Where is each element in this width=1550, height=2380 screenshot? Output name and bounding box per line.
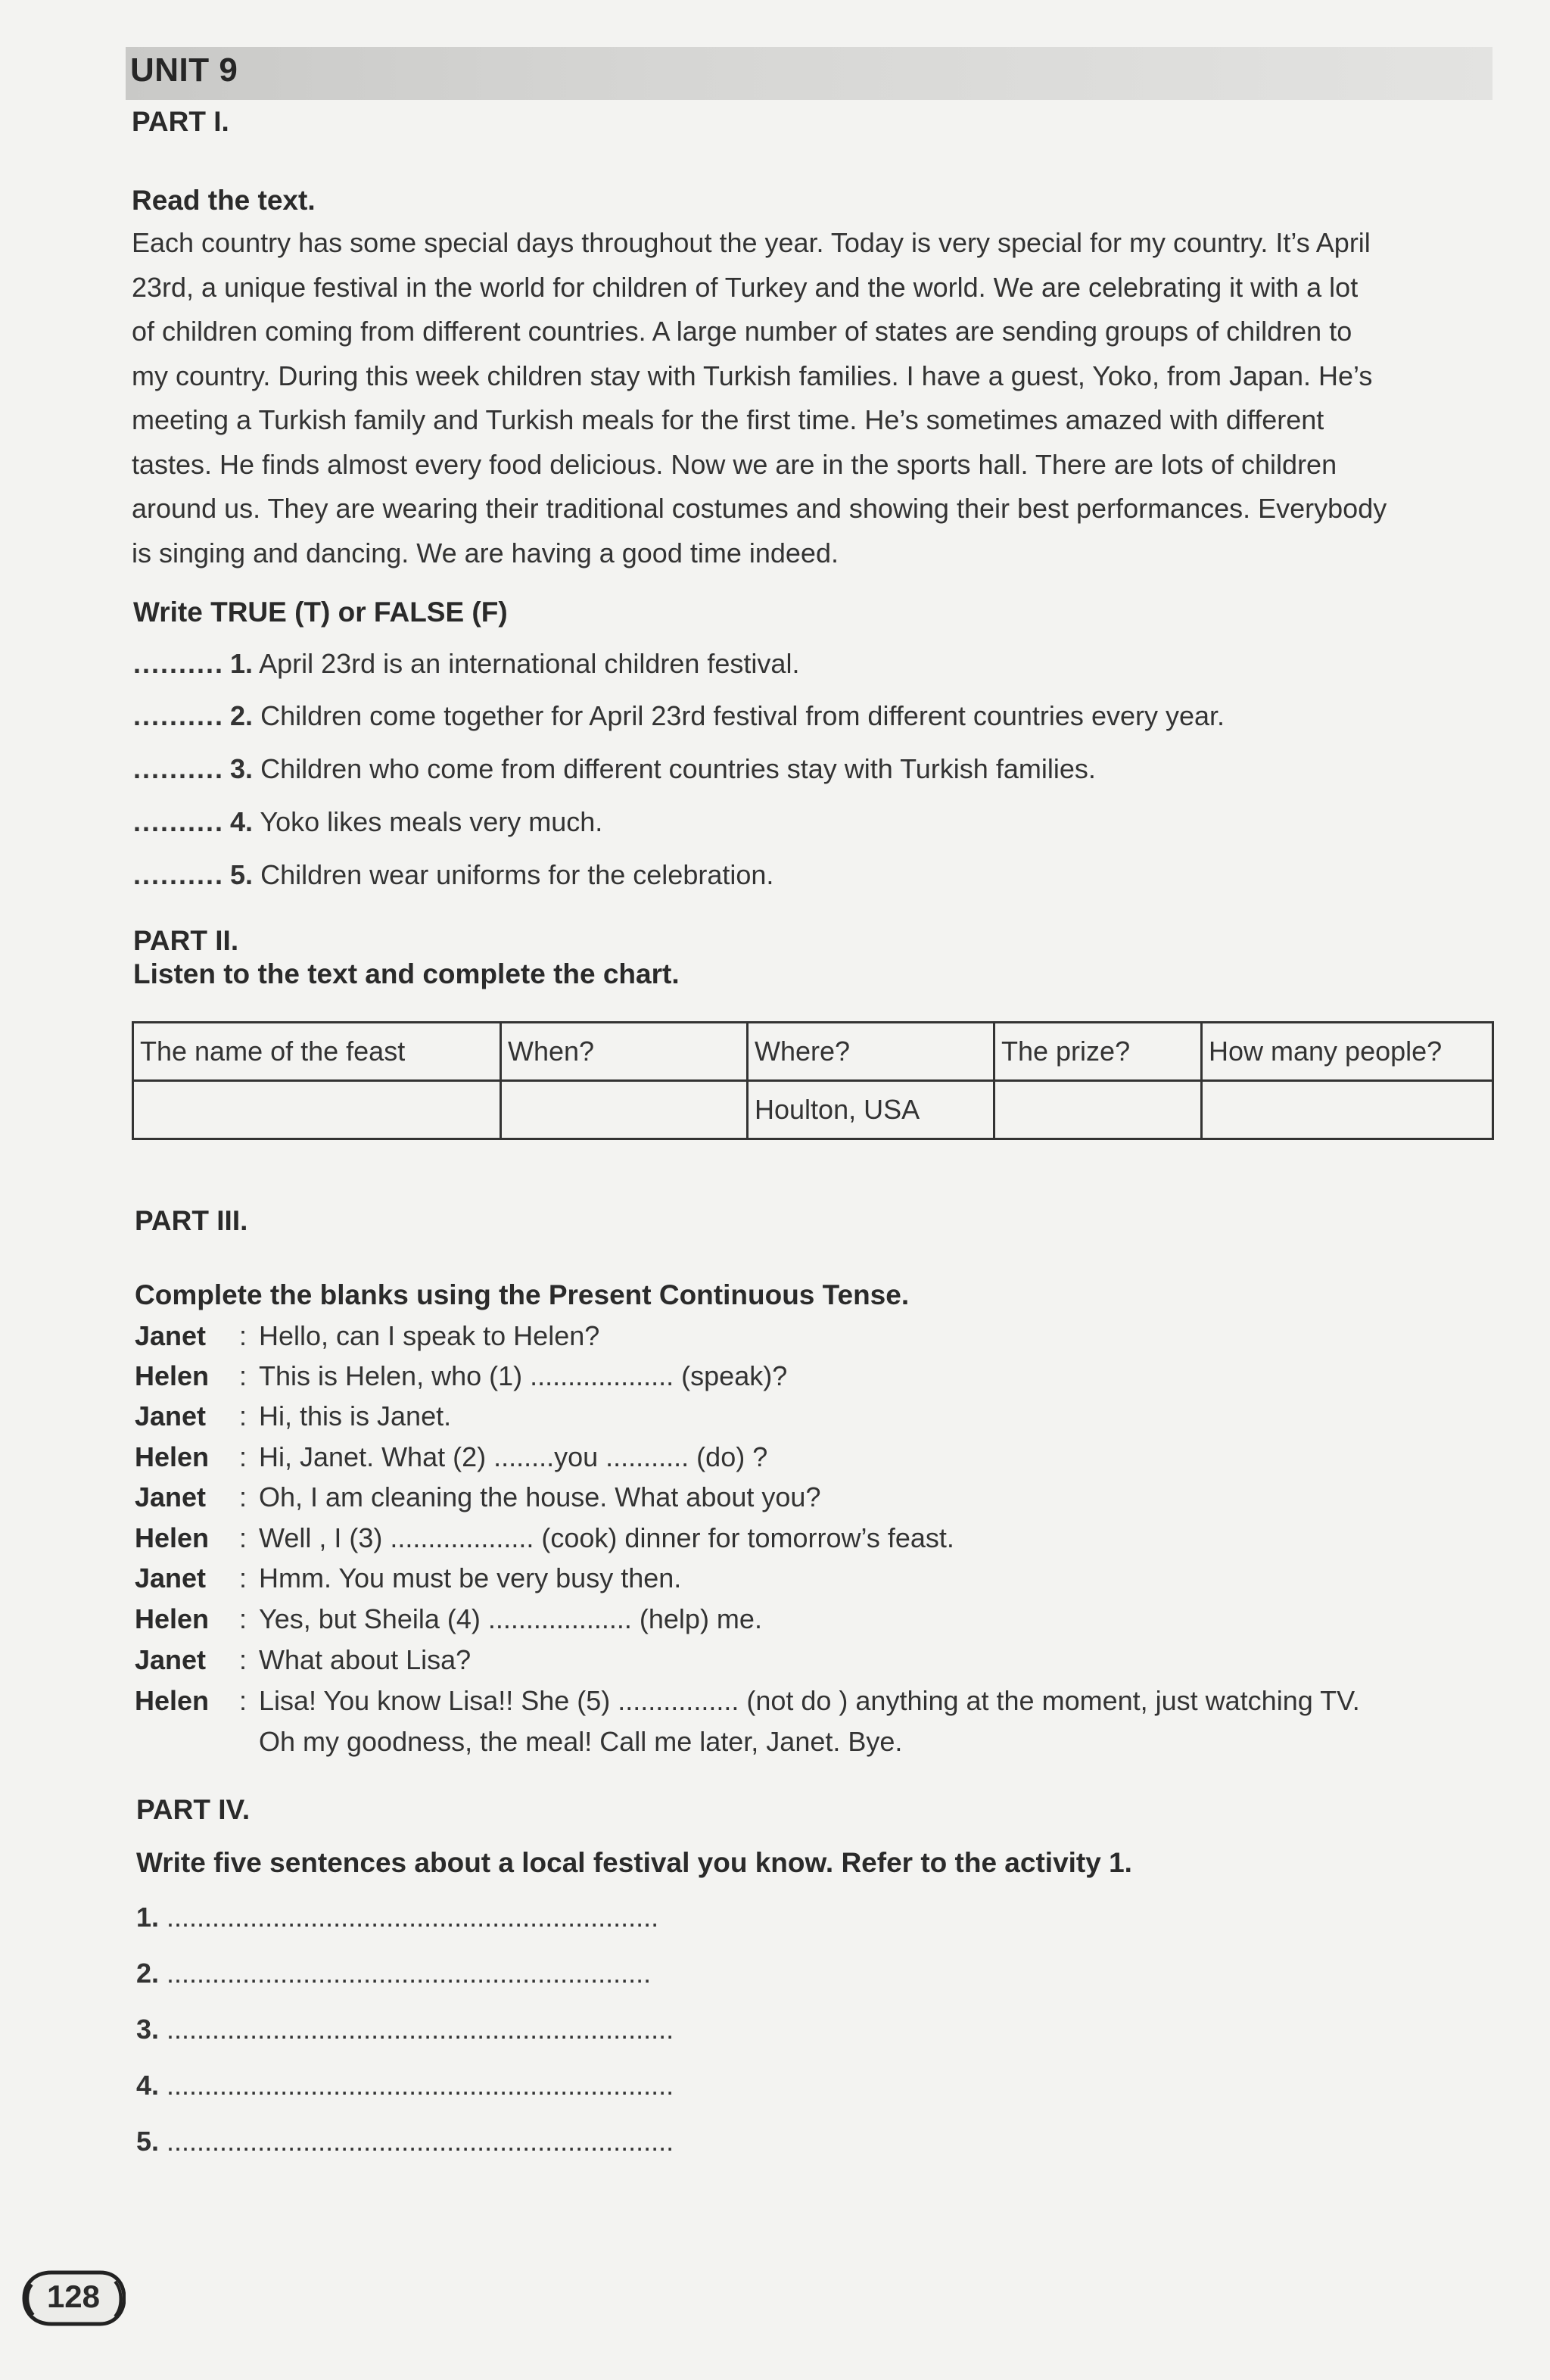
speaker-name: Janet xyxy=(135,1644,207,1675)
table-cell: Houlton, USA xyxy=(748,1081,994,1139)
unit-title: UNIT 9 xyxy=(130,51,238,89)
speaker-name: Janet xyxy=(135,1481,207,1512)
dialogue-line: Janet : Hmm. You must be very busy then. xyxy=(135,1562,682,1593)
speaker-name: Helen xyxy=(135,1685,210,1716)
speaker-name: Janet xyxy=(135,1320,207,1351)
dialogue-line: Helen : Yes, but Sheila (4) ................... (help) me. xyxy=(135,1603,762,1634)
page-number: 128 xyxy=(46,2279,101,2314)
table-cell-answer[interactable] xyxy=(133,1081,501,1139)
dialogue-line: Janet : Hello, can I speak to Helen? xyxy=(135,1320,600,1351)
dialogue-instruction: Complete the blanks using the Present Continuous Tense. xyxy=(135,1279,910,1310)
table-cell-answer[interactable] xyxy=(1202,1081,1493,1139)
dialogue-continuation: Oh my goodness, the meal! Call me later, Janet. Bye. xyxy=(259,1726,903,1757)
true-false-item: .......... 2. Children come together for April 23rd festival from different countries every year. xyxy=(133,700,1225,731)
dialogue-line: Helen : Well , I (3) ................... (cook) dinner for tomorrow’s feast. xyxy=(135,1522,954,1553)
writing-line[interactable]: 3. ................................................................... xyxy=(136,2014,674,2045)
read-instruction: Read the text. xyxy=(132,185,316,216)
speaker-name: Helen xyxy=(135,1441,210,1472)
reading-line: Each country has some special days throughout the year. Today is very special for my country. It’s April xyxy=(132,227,1371,258)
part2-heading: PART II. xyxy=(133,925,239,956)
answer-blank[interactable]: .......... xyxy=(133,806,225,837)
reading-line: tastes. He finds almost every food delicious. Now we are in the sports hall. There are lots of children xyxy=(132,448,1337,480)
part4-heading: PART IV. xyxy=(136,1794,251,1825)
speaker-name: Helen xyxy=(135,1603,210,1634)
true-false-item: .......... 3. Children who come from different countries stay with Turkish families. xyxy=(133,753,1096,784)
reading-line: meeting a Turkish family and Turkish meals for the first time. He’s sometimes amazed with different xyxy=(132,404,1324,435)
true-false-item: .......... 5. Children wear uniforms for the celebration. xyxy=(133,859,774,890)
table-header-cell: Where? xyxy=(748,1023,994,1081)
speaker-name: Helen xyxy=(135,1360,210,1391)
table-row xyxy=(133,1081,1493,1139)
writing-line[interactable]: 1. ................................................................. xyxy=(136,1902,659,1933)
chart-instruction: Listen to the text and complete the chart. xyxy=(133,958,680,989)
writing-line[interactable]: 2. ................................................................ xyxy=(136,1958,652,1989)
dialogue-line: Helen : Lisa! You know Lisa!! She (5) ................ (not do ) anything at the moment, just watching TV. xyxy=(135,1685,1360,1716)
true-false-item: .......... 1. April 23rd is an international children festival. xyxy=(133,648,800,679)
dialogue-line: Janet : Oh, I am cleaning the house. What about you? xyxy=(135,1481,821,1512)
dialogue-line: Janet : What about Lisa? xyxy=(135,1644,472,1675)
reading-line: my country. During this week children stay with Turkish families. I have a guest, Yoko, from Japan. He’s xyxy=(132,360,1373,391)
writing-line[interactable]: 4. ................................................................... xyxy=(136,2070,674,2101)
feast-chart-table xyxy=(132,1021,1494,1140)
answer-blank[interactable]: .......... xyxy=(133,859,225,890)
part1-heading: PART I. xyxy=(132,106,229,137)
table-cell-answer[interactable] xyxy=(501,1081,748,1139)
table-header-cell: How many people? xyxy=(1202,1023,1493,1081)
true-false-item: .......... 4. Yoko likes meals very much. xyxy=(133,806,603,837)
part3-heading: PART III. xyxy=(135,1205,248,1236)
speaker-name: Janet xyxy=(135,1400,207,1431)
writing-line[interactable]: 5. ................................................................... xyxy=(136,2126,674,2157)
table-header-cell: The name of the feast xyxy=(133,1023,501,1081)
table-header-row xyxy=(133,1023,1493,1081)
answer-blank[interactable]: .......... xyxy=(133,753,225,784)
speaker-name: Janet xyxy=(135,1562,207,1593)
reading-line: is singing and dancing. We are having a good time indeed. xyxy=(132,537,839,569)
table-cell-answer[interactable] xyxy=(994,1081,1202,1139)
answer-blank[interactable]: .......... xyxy=(133,700,225,731)
speaker-name: Helen xyxy=(135,1522,210,1553)
reading-line: around us. They are wearing their traditional costumes and showing their best performances. Everybody xyxy=(132,493,1387,524)
writing-instruction: Write five sentences about a local festival you know. Refer to the activity 1. xyxy=(136,1847,1132,1878)
dialogue-line: Helen : Hi, Janet. What (2) ........you ........... (do) ? xyxy=(135,1441,768,1472)
unit-header-band xyxy=(126,47,1492,100)
table-header-cell: When? xyxy=(501,1023,748,1081)
dialogue-line: Janet : Hi, this is Janet. xyxy=(135,1400,452,1431)
reading-line: of children coming from different countries. A large number of states are sending groups of children to xyxy=(132,316,1352,347)
table-header-cell: The prize? xyxy=(994,1023,1202,1081)
true-false-instruction: Write TRUE (T) or FALSE (F) xyxy=(133,597,508,628)
reading-passage xyxy=(132,221,1494,575)
answer-blank[interactable]: .......... xyxy=(133,648,225,679)
dialogue-line: Helen : This is Helen, who (1) ................... (speak)? xyxy=(135,1360,788,1391)
reading-line: 23rd, a unique festival in the world for children of Turkey and the world. We are celebrating it with a lot xyxy=(132,271,1359,303)
